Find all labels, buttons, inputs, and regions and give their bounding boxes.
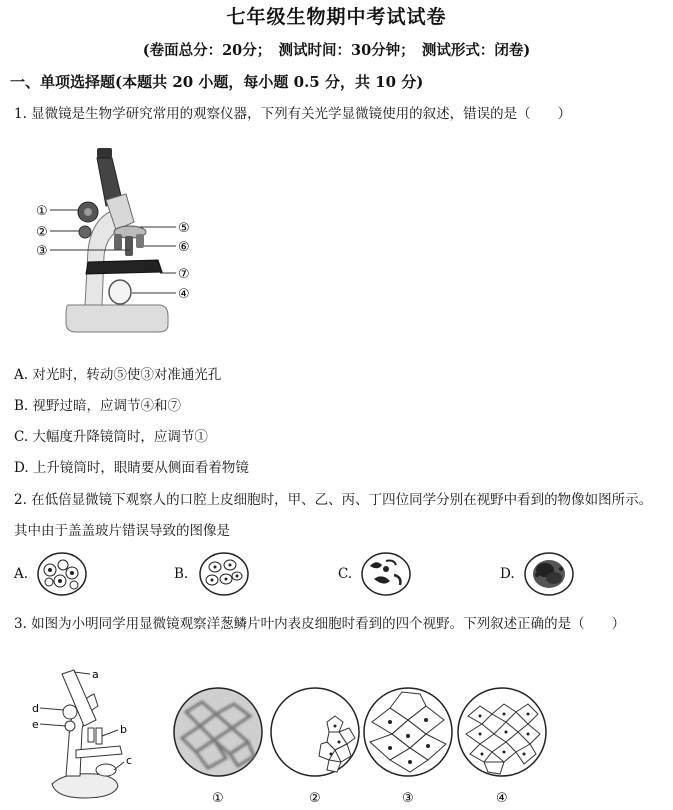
view-label-1: ①	[212, 791, 224, 806]
fig1-label-5: ⑤	[178, 221, 190, 236]
fig1-label-2: ②	[36, 225, 48, 240]
view-label-4: ④	[496, 791, 508, 806]
fig1-label-4: ④	[178, 287, 190, 302]
fig3-label-d: d	[32, 702, 39, 715]
exam-info: (卷面总分：20分； 测试时间：30分钟； 测试形式：闭卷)	[142, 42, 531, 59]
microscope-figure-1	[30, 140, 205, 340]
question-3-stem: 3. 如图为小明同学用显微镜观察洋葱鳞片叶内表皮细胞时看到的四个视野。下列叙述正确的是（ ）	[14, 616, 626, 632]
q3-view-2	[269, 682, 361, 808]
q3-view-1	[172, 682, 264, 808]
q1-option-a: A. 对光时，转动⑤使③对准通光孔	[14, 367, 222, 383]
q3-view-4	[456, 682, 548, 808]
fig1-label-1: ①	[36, 204, 48, 219]
q2-option-b-label: B.	[174, 566, 189, 582]
fig3-label-b: b	[120, 723, 127, 736]
fig3-label-c: c	[126, 754, 133, 767]
q2-option-d-label: D.	[500, 566, 515, 582]
page-title: 七年级生物期中考试试卷	[226, 6, 447, 28]
fig1-label-7: ⑦	[178, 267, 190, 282]
fig3-label-e: e	[32, 718, 39, 731]
q2-option-c-label: C.	[338, 566, 353, 582]
fig3-label-a: a	[92, 668, 99, 681]
question-2-stem-line1: 2. 在低倍显微镜下观察人的口腔上皮细胞时，甲、乙、丙、丁四位同学分别在视野中看到的物像如图所示。	[14, 492, 653, 508]
q1-option-b: B. 视野过暗，应调节④和⑦	[14, 398, 182, 414]
q2-view-a	[36, 551, 88, 597]
q1-option-d: D. 上升镜筒时，眼睛要从侧面看着物镜	[14, 460, 249, 476]
question-1-stem: 1. 显微镜是生物学研究常用的观察仪器，下列有关光学显微镜使用的叙述，错误的是（ ）	[14, 106, 572, 122]
q2-option-a-label: A.	[14, 566, 29, 582]
q1-option-c: C. 大幅度升降镜筒时，应调节①	[14, 429, 208, 445]
view-label-2: ②	[309, 791, 321, 806]
section-heading: 一、单项选择题(本题共 20 小题，每小题 0.5 分，共 10 分)	[10, 73, 424, 91]
fig1-label-6: ⑥	[178, 240, 190, 255]
q3-view-3	[362, 682, 454, 808]
q2-view-b	[198, 551, 250, 597]
q2-view-c	[360, 551, 412, 597]
fig1-label-3: ③	[36, 244, 48, 259]
q2-view-d	[523, 551, 575, 597]
view-label-3: ③	[402, 791, 414, 806]
microscope-figure-3	[24, 664, 164, 804]
question-2-stem-line2: 其中由于盖盖玻片错误导致的图像是	[14, 523, 230, 539]
